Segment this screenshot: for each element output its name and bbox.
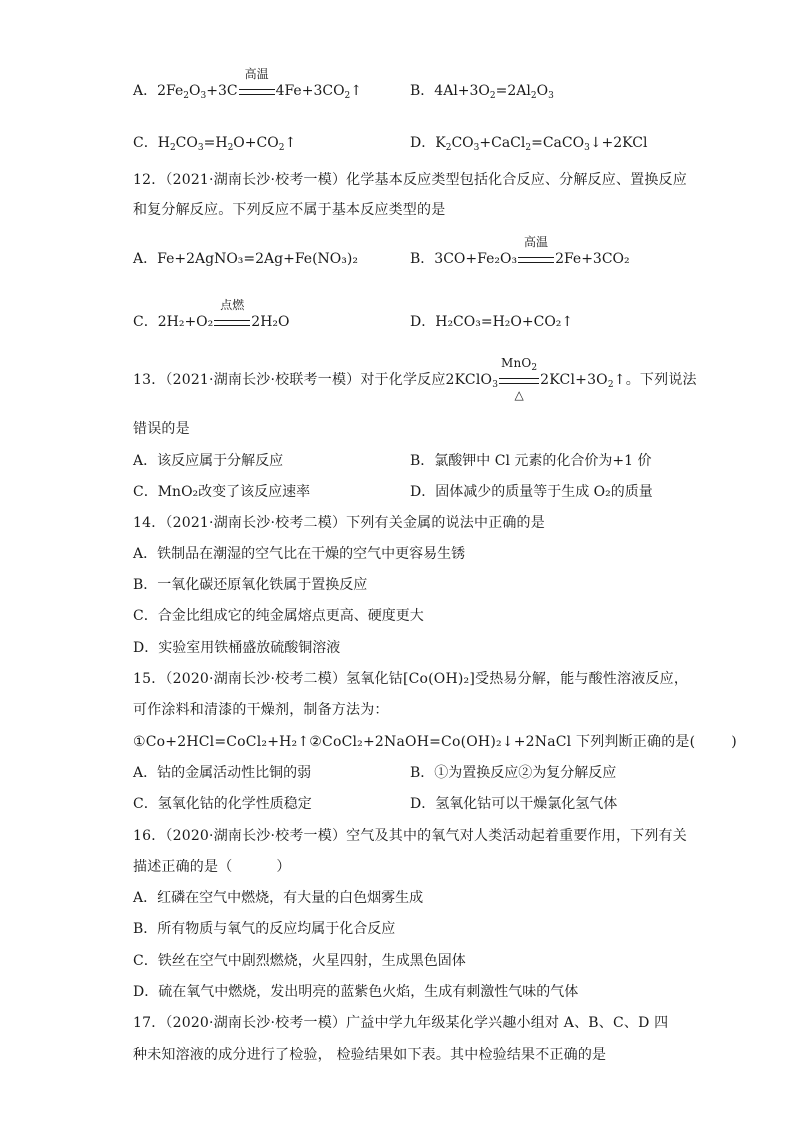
q12-option-a: A．Fe+2AgNO₃=2Ag+Fe(NO₃)₂ (133, 251, 358, 267)
q16-option-b: B．所有物质与氧气的反应均属于化合反应 (133, 921, 396, 937)
q14-option-a: A．铁制品在潮湿的空气比在干燥的空气中更容易生锈 (133, 546, 466, 562)
q14-option-c: C．合金比组成它的纯金属熔点更高、硬度更大 (133, 608, 424, 624)
q17-stem-line2: 种未知溶液的成分进行了检验， 检验结果如下表。其中检验结果不正确的是 (133, 1047, 607, 1063)
q15-stem-line3: ①Co+2HCl=CoCl₂+H₂↑②CoCl₂+2NaOH=Co(OH)₂↓+2NaCl 下列判断正确的是( ) (133, 734, 737, 750)
q16-stem-line2: 描述正确的是（ ） (133, 859, 291, 875)
q15-stem-line2: 可作涂料和清漆的干燥剂，制备方法为： (133, 702, 389, 718)
q12-stem-line2: 和复分解反应。下列反应不属于基本反应类型的是 (133, 202, 446, 218)
q16-option-c: C．铁丝在空气中剧烈燃烧，火星四射，生成黑色固体 (133, 953, 466, 969)
reaction-condition: 点燃 (214, 312, 250, 332)
q14-option-d: D．实验室用铁桶盛放硫酸铜溶液 (133, 640, 341, 656)
q13-option-d: D．固体减少的质量等于生成 O₂的质量 (410, 484, 653, 500)
q12-option-c: C．2H₂+O₂ 点燃 2H₂O (133, 298, 290, 330)
q16-option-a: A．红磷在空气中燃烧，有大量的白色烟雾生成 (133, 890, 424, 906)
q15-option-a: A．钴的金属活动性比铜的弱 (133, 765, 312, 781)
reaction-condition: 高温 (239, 81, 275, 101)
q11-option-c: C．$H_2CO_3=H_2O+CO_2↑$ (133, 135, 297, 153)
reaction-condition: MnO$_2$ △ (500, 356, 538, 402)
q16-option-d: D．硫在氧气中燃烧，发出明亮的蓝紫色火焰，生成有刺激性气味的气体 (133, 984, 579, 1000)
q11-option-a: A．$2Fe_2O_3+3C$ 高温 $4Fe+3CO_2↑$ (133, 67, 363, 101)
q13-stem-line1: 13．（2021·湖南长沙·校联考一模）对于化学反应2KClO$_3$ MnO$_2$ △ $2KCl+3O_2↑$。下列说法 (133, 356, 697, 402)
q15-stem-line1: 15．（2020·湖南长沙·校考二模）氢氧化钴[Co(OH)₂]受热易分解，能与酸性溶液反应， (133, 671, 689, 687)
q14-option-b: B．一氧化碳还原氧化铁属于置换反应 (133, 577, 368, 593)
q12-stem-line1: 12．（2021·湖南长沙·校考一模）化学基本反应类型包括化合反应、分解反应、置换反应 (133, 172, 687, 188)
q11-option-d: D．$K_2CO_3+CaCl_2=CaCO_3↓+2KCl$ (410, 135, 648, 153)
q13-stem-line2: 错误的是 (133, 421, 190, 437)
q15-option-b: B．①为置换反应②为复分解反应 (410, 765, 617, 781)
q12-option-d: D．H₂CO₃=H₂O+CO₂↑ (410, 314, 574, 330)
q13-option-c: C．MnO₂改变了该反应速率 (133, 484, 311, 500)
q11-option-b: B．$4Al+3O_2=2Al_2O_3$ (410, 83, 554, 101)
q12-option-b: B．3CO+Fe₂O₃ 高温 2Fe+3CO₂ (410, 235, 630, 267)
q15-option-d: D．氢氧化钴可以干燥氯化氢气体 (410, 796, 618, 812)
q17-stem-line1: 17．（2020·湖南长沙·校考一模）广益中学九年级某化学兴趣小组对 A、B、C、D 四 (133, 1015, 669, 1031)
reaction-condition: 高温 (518, 249, 554, 269)
q15-option-c: C．氢氧化钴的化学性质稳定 (133, 796, 312, 812)
q14-stem: 14．（2021·湖南长沙·校考二模）下列有关金属的说法中正确的是 (133, 515, 545, 531)
q13-option-a: A．该反应属于分解反应 (133, 453, 284, 469)
q16-stem-line1: 16．（2020·湖南长沙·校考一模）空气及其中的氧气对人类活动起着重要作用，下列有关 (133, 828, 687, 844)
q13-option-b: B．氯酸钾中 Cl 元素的化合价为+1 价 (410, 453, 652, 469)
